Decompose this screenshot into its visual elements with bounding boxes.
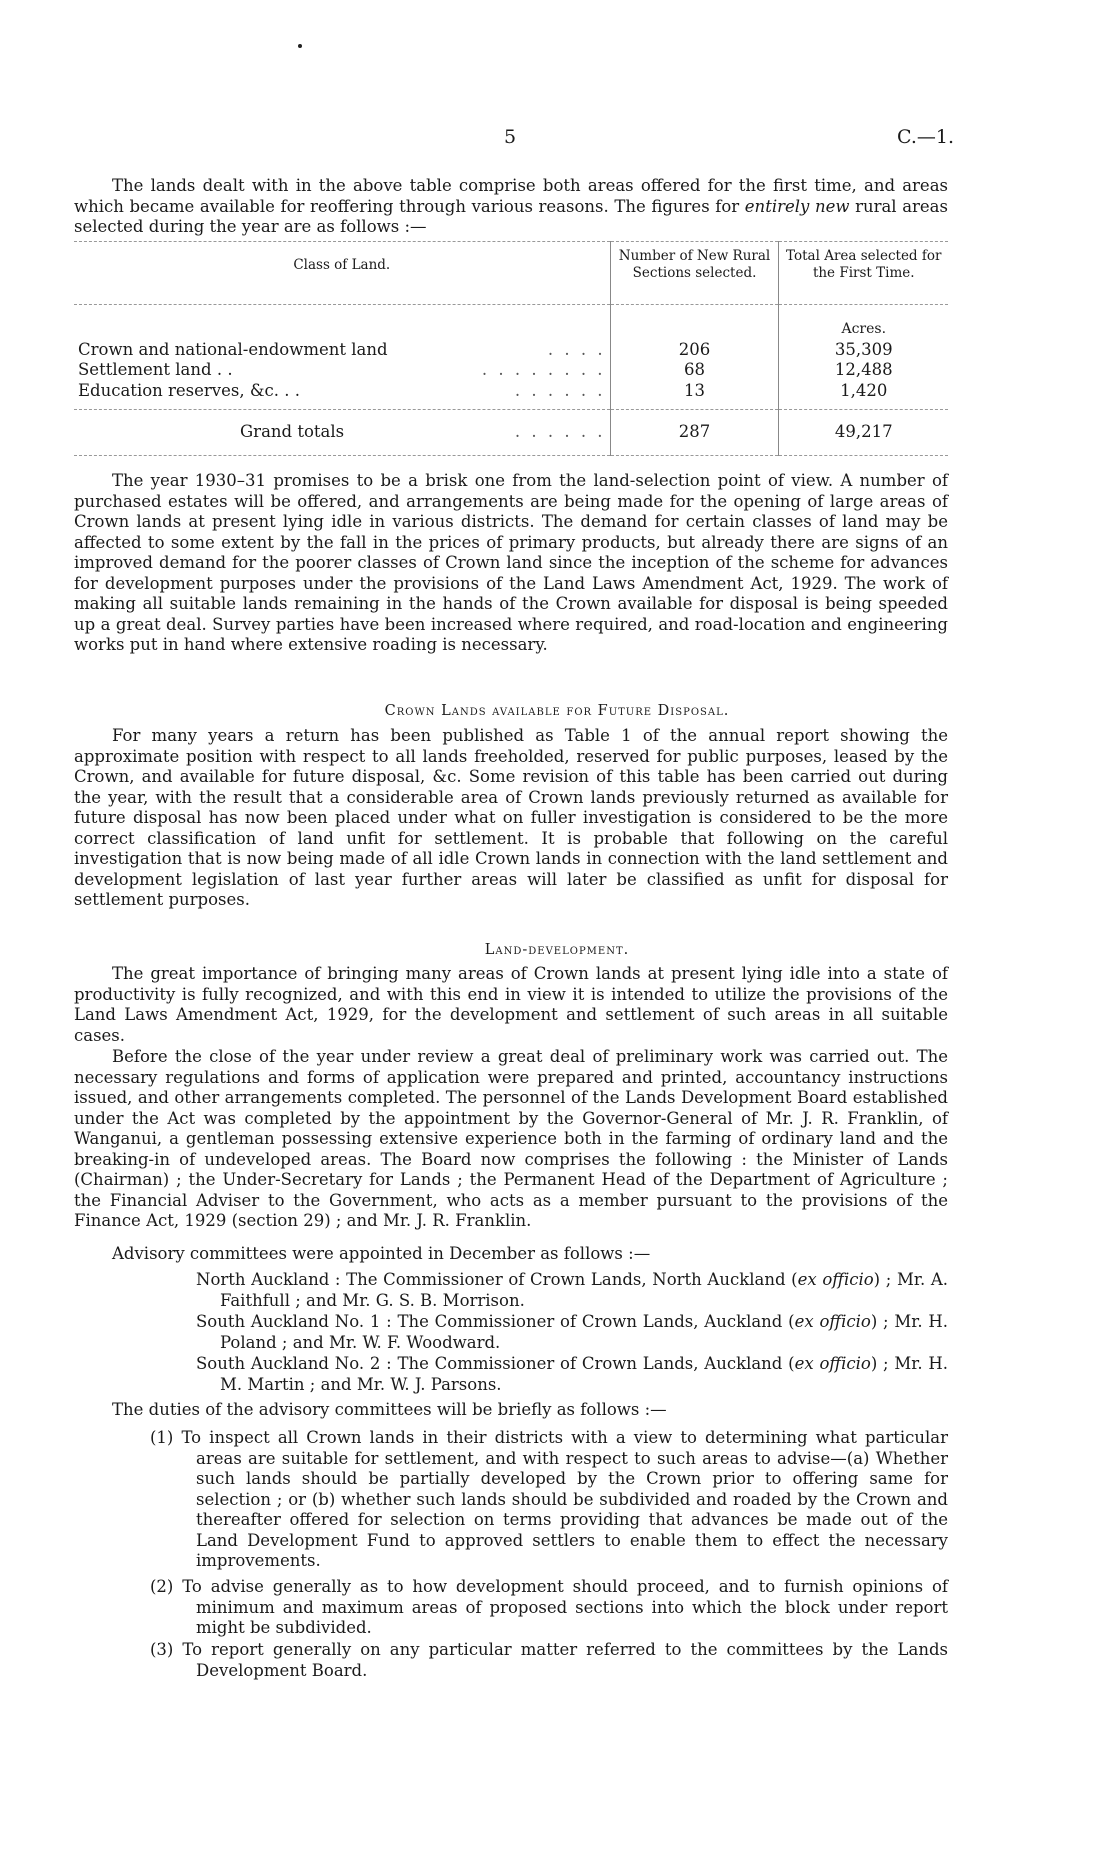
table-row <box>74 381 948 410</box>
duty-text: To advise generally as to how development should proceed, and to furnish opinions of minimum and maximum areas of proposed sections into which the block under report might be subdivided. <box>182 1577 948 1637</box>
committee-text: South Auckland No. 1 : The Commissioner of Crown Lands, Auckland ( <box>196 1312 795 1331</box>
row-sections: 206 <box>610 340 779 361</box>
duty-item-2 <box>150 1577 948 1639</box>
development-paragraph-2: Before the close of the year under review a great deal of preliminary work was carried out. The necessary regulations and forms of application were prepared and printed, accountancy instructions issued, and other arrangements completed. The personnel of the Lands Development Board established under the Act was completed by the appointment by the Governor-General of Mr. J. R. Franklin, of Wanganui, a gentleman possessing extensive experience both in the farming of ordinary land and the breaking-in of undeveloped areas. The Board now comprises the following : the Minister of Lands (Chairman) ; the Under-Secretary for Lands ; the Permanent Head of the Department of Agriculture ; the Financial Adviser to the Government, who acts as a member pursuant to the provisions of the Finance Act, 1929 (section 29) ; and Mr. J. R. Franklin. <box>74 1047 948 1230</box>
intro-text-before: The lands dealt with in the above table comprise both areas offered for the first time, and areas which became available for reoffering through various reasons. The figures for <box>74 176 948 216</box>
committee-members: ) ; Mr. A. Faithfull ; and Mr. G. S. B. Morrison. <box>220 1270 948 1310</box>
units-row <box>74 305 948 340</box>
column-header-area: Total Area selected for the First Time. <box>779 242 948 305</box>
row-label: Education reserves, &c. . . <box>78 380 300 400</box>
row-leader: . . . . . . <box>514 380 606 400</box>
duty-item-3 <box>150 1640 948 1681</box>
page-number: 5 <box>504 126 517 148</box>
row-sections: 13 <box>610 381 779 410</box>
row-area: 35,309 <box>779 340 948 361</box>
duty-text: To report generally on any particular matter referred to the committees by the Lands Development Board. <box>182 1640 948 1680</box>
column-header-class: Class of Land. <box>74 242 610 305</box>
committee-members: ) ; Mr. H. Poland ; and Mr. W. F. Woodward. <box>220 1312 949 1352</box>
duty-number: (3) <box>150 1640 174 1659</box>
table-row <box>74 360 948 381</box>
committee-text: South Auckland No. 2 : The Commissioner of Crown Lands, Auckland ( <box>196 1354 795 1373</box>
row-leader: . . . . <box>547 339 606 359</box>
committee-members: ) ; Mr. H. M. Martin ; and Mr. W. J. Parsons. <box>220 1354 949 1394</box>
row-leader: . . . . . . . . <box>481 360 606 379</box>
duties-intro: The duties of the advisory committees will be briefly as follows :— <box>112 1400 667 1419</box>
intro-emphasis: entirely new <box>744 196 850 216</box>
table-row <box>74 340 948 361</box>
intro-paragraph <box>74 176 948 238</box>
development-paragraph-1: The great importance of bringing many areas of Crown lands at present lying idle into a state of productivity is fully recognized, and with this end in view it is intended to utilize the provisions of the Land Laws Amendment Act, 1929, for the development and settlement of such areas in all suitable cases. <box>74 964 948 1045</box>
ex-officio: ex officio <box>794 1312 871 1331</box>
total-area: 49,217 <box>779 410 948 456</box>
committee-north-auckland <box>196 1270 948 1311</box>
units-label: Acres. <box>779 305 948 340</box>
total-label: Grand totals <box>240 422 345 441</box>
print-speck <box>298 44 302 48</box>
duty-number: (1) <box>150 1428 174 1447</box>
document-reference: C.—1. <box>896 126 954 148</box>
row-area: 1,420 <box>779 381 948 410</box>
committee-south-auckland-1 <box>196 1312 948 1353</box>
committee-text: North Auckland : The Commissioner of Crown Lands, North Auckland ( <box>196 1270 798 1289</box>
committee-south-auckland-2 <box>196 1354 948 1395</box>
row-area: 12,488 <box>779 360 948 381</box>
table-header-row <box>74 242 948 305</box>
ex-officio: ex officio <box>794 1354 871 1373</box>
committees-intro: Advisory committees were appointed in December as follows :— <box>112 1244 651 1263</box>
heading-land-development: Land-development. <box>484 942 630 958</box>
column-header-sections: Number of New Rural Sections selected. <box>610 242 779 305</box>
total-row <box>74 410 948 456</box>
total-leader: . . . . . . <box>514 422 606 441</box>
row-sections: 68 <box>610 360 779 381</box>
rural-selection-table <box>74 241 948 456</box>
row-label: Settlement land . . <box>78 360 233 379</box>
row-label: Crown and national-endowment land <box>78 339 388 359</box>
duty-number: (2) <box>150 1577 174 1596</box>
outlook-paragraph: The year 1930–31 promises to be a brisk one from the land-selection point of view. A number of purchased estates will be offered, and arrangements are being made for the opening of large areas of Crown lands at present lying idle in various districts. The demand for certain classes of land may be affected to some extent by the fall in the prices of primary products, but already there are signs of an improved demand for the poorer classes of Crown land since the inception of the scheme for advances for development purposes under the provisions of the Land Laws Amendment Act, 1929. The work of making all suitable lands remaining in the hands of the Crown available for disposal is being speeded up a great deal. Survey parties have been increased where required, and road-location and engineering works put in hand where extensive roading is necessary. <box>74 471 948 654</box>
duty-text: To inspect all Crown lands in their districts with a view to determining what particular areas are suitable for settlement, and with respect to such areas to advise—(a) Whether such lands should be partially developed by the Crown prior to offering same for selection ; or (b) whether such lands should be subdivided and roaded by the Crown and thereafter offered for selection on terms providing that advances be made out of the Land Development Fund to approved settlers to enable them to effect the necessary improvements. <box>181 1428 949 1570</box>
future-disposal-paragraph: For many years a return has been published as Table 1 of the annual report showing the approximate position with respect to all lands freeholded, reserved for public purposes, leased by the Crown, and available for future disposal, &c. Some revision of this table has been carried out during the year, with the result that a considerable area of Crown lands previously returned as available for future disposal has now been placed under what on fuller investigation is considered to be the more correct classification of land unfit for settlement. It is probable that following on the careful investigation that is now being made of all idle Crown lands in connection with the land settlement and development legislation of last year further areas will later be classified as unfit for disposal for settlement purposes. <box>74 726 948 909</box>
duty-item-1 <box>150 1428 948 1572</box>
heading-future-disposal: Crown Lands available for Future Disposal. <box>384 703 730 719</box>
intro-text-after: rural areas selected during the year are as follows :— <box>74 196 948 236</box>
ex-officio: ex officio <box>797 1270 874 1289</box>
total-sections: 287 <box>610 410 779 456</box>
